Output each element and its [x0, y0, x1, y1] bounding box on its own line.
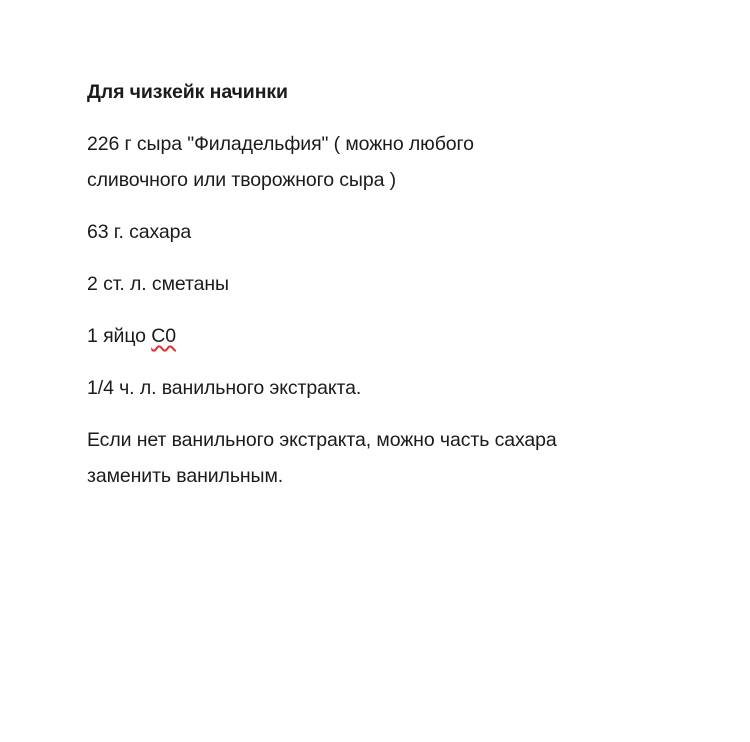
- ingredient-vanilla: 1/4 ч. л. ванильного экстракта.: [87, 377, 362, 399]
- egg-text: 1 яйцо: [87, 325, 152, 347]
- spellcheck-flagged-word[interactable]: С0: [151, 325, 176, 347]
- ingredient-sugar: 63 г. сахара: [87, 221, 192, 243]
- document-body: [87, 74, 707, 510]
- ingredient-cheese: 226 г сыра "Филадельфия" ( можно любого сливочного или творожного сыра ): [87, 133, 474, 191]
- filling-heading: Для чизкейк начинки: [87, 81, 288, 103]
- ingredient-sour-cream: 2 ст. л. сметаны: [87, 273, 229, 295]
- vanilla-note: Если нет ванильного экстракта, можно часть сахара заменить ванильным.: [87, 429, 557, 487]
- ingredient-egg: [87, 318, 707, 354]
